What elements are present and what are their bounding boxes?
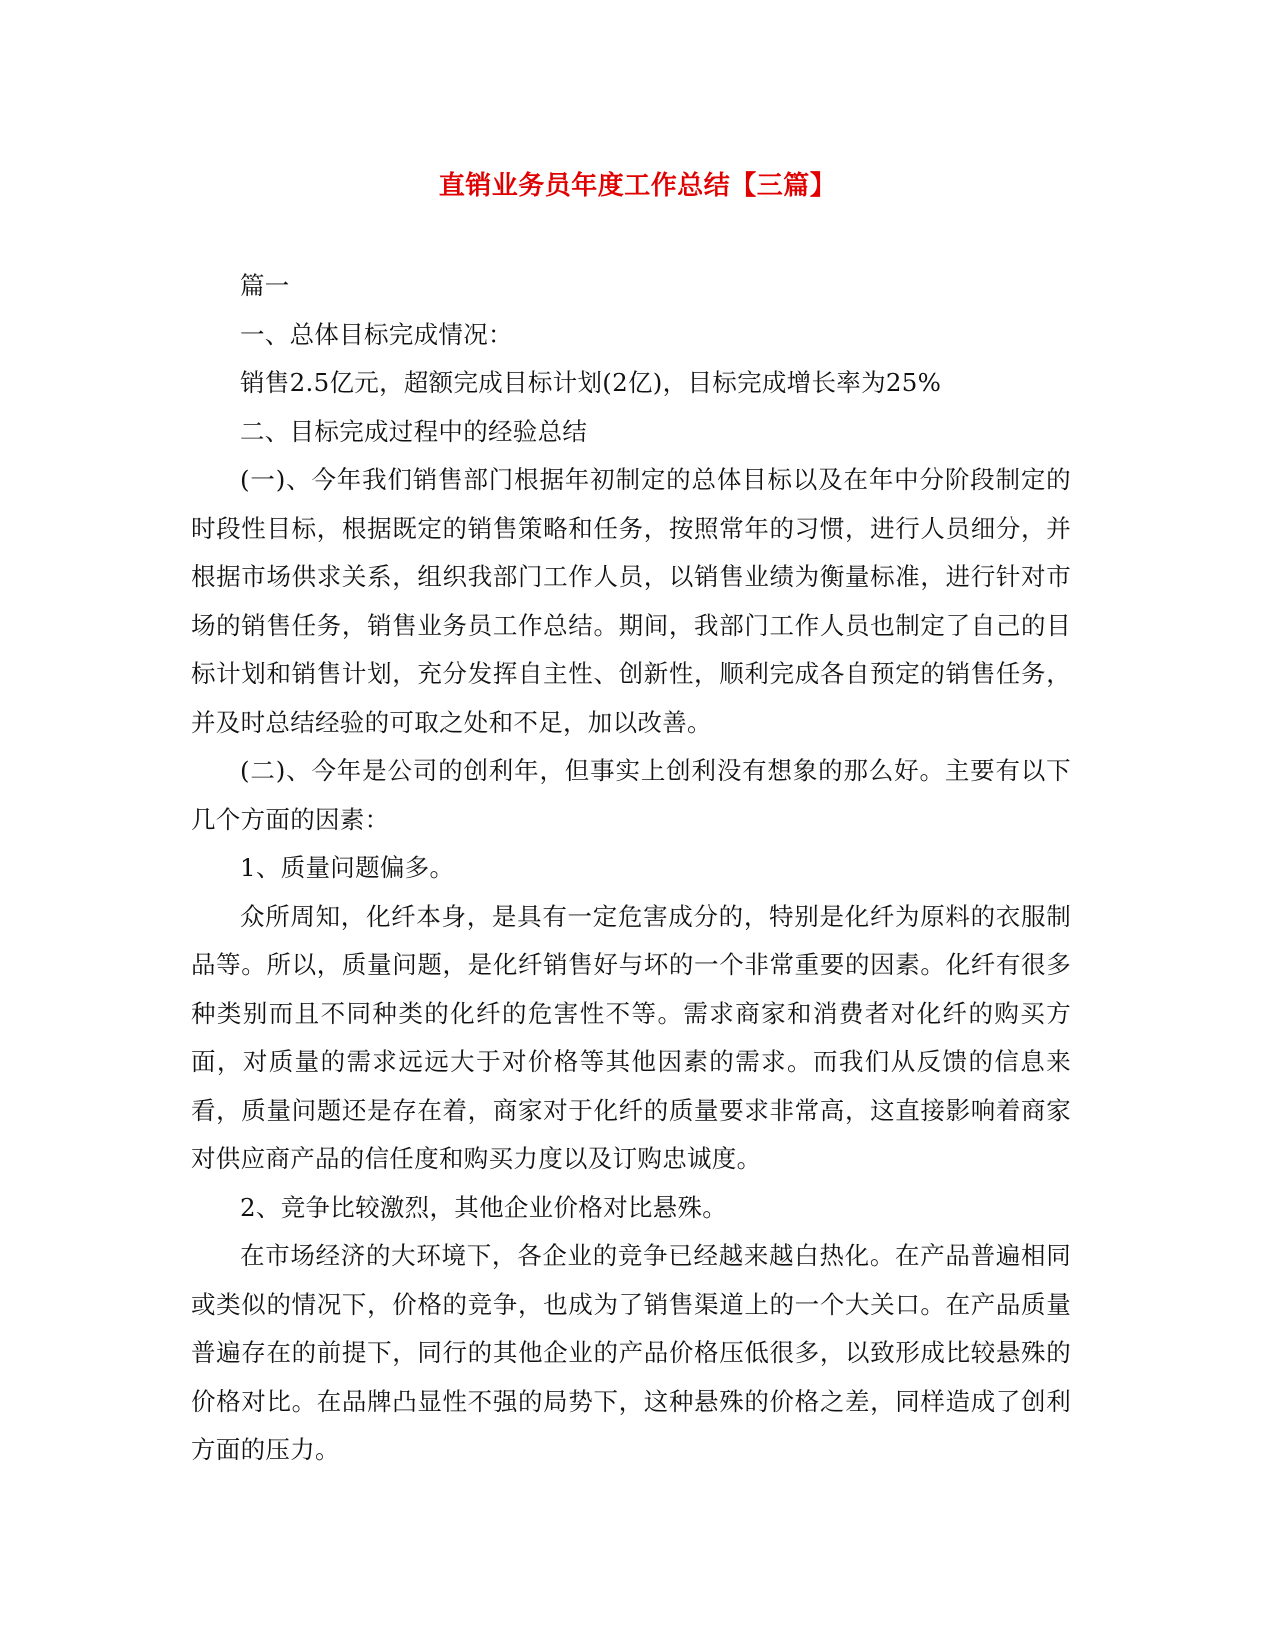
paragraph-sales-result: 销售2.5亿元，超额完成目标计划(2亿)，目标完成增长率为25%	[240, 368, 942, 397]
paragraph-point-1: (一)、今年我们销售部门根据年初制定的总体目标以及在年中分阶段制定的时段性目标，根据既定的销售策略和任务，按照常年的习惯，进行人员细分，并根据市场供求关系，组织我部门工作人员，以销售业绩为衡量标准，进行针对市场的销售任务，销售业务员工作总结。期间，我部门工作人员也制定了自己的目标计划和销售计划，充分发挥自主性、创新性，顺利完成各自预定的销售任务，并及时总结经验的可取之处和不足，加以改善。	[191, 465, 1071, 737]
paragraph-heading-1: 一、总体目标完成情况：	[240, 319, 513, 349]
paragraph-factor-1: 1、质量问题偏多。	[240, 853, 455, 882]
paragraph-section-label: 篇一	[240, 271, 290, 300]
paragraph-factor-2: 2、竞争比较激烈，其他企业价格对比悬殊。	[240, 1192, 728, 1222]
paragraph-heading-2: 二、目标完成过程中的经验总结	[240, 416, 588, 446]
document-title: 直销业务员年度工作总结【三篇】	[438, 171, 837, 201]
document-body	[191, 262, 1071, 1475]
paragraph-point-2: (二)、今年是公司的创利年，但事实上创利没有想象的那么好。主要有以下几个方面的因素：	[191, 756, 1071, 834]
paragraph-factor-1-body: 众所周知，化纤本身，是具有一定危害成分的，特别是化纤为原料的衣服制品等。所以，质量问题，是化纤销售好与坏的一个非常重要的因素。化纤有很多种类别而且不同种类的化纤的危害性不等。需求商家和消费者对化纤的购买方面，对质量的需求远远大于对价格等其他因素的需求。而我们从反馈的信息来看，质量问题还是存在着，商家对于化纤的质量要求非常高，这直接影响着商家对供应商产品的信任度和购买力度以及订购忠诚度。	[191, 901, 1071, 1173]
paragraph-factor-2-body: 在市场经济的大环境下，各企业的竞争已经越来越白热化。在产品普遍相同或类似的情况下，价格的竞争，也成为了销售渠道上的一个大关口。在产品质量普遍存在的前提下，同行的其他企业的产品价格压低很多，以致形成比较悬殊的价格对比。在品牌凸显性不强的局势下，这种悬殊的价格之差，同样造成了创利方面的压力。	[191, 1241, 1071, 1464]
